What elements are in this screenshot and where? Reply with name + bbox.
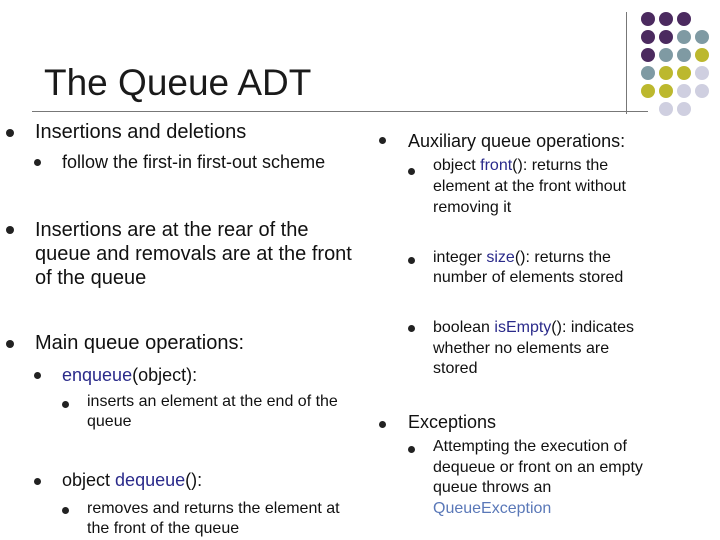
- size-line-1: [433, 248, 611, 268]
- isempty-suffix: (): indicates: [551, 319, 634, 336]
- exceptions-line-3: queue throws an: [433, 479, 552, 496]
- bullet-icon: [34, 372, 41, 379]
- dequeue-desc-line-2: the front of the queue: [87, 520, 240, 537]
- bullet-icon: [408, 257, 415, 264]
- isempty-method-name: isEmpty: [494, 319, 552, 336]
- queue-exception-name: QueueException: [433, 500, 552, 517]
- isempty-line-3: stored: [433, 360, 478, 377]
- title-vertical-rule: [626, 12, 627, 114]
- bullet-icon: [62, 401, 69, 408]
- enqueue-desc-line-1: inserts an element at the end of the: [87, 393, 338, 410]
- rear-front-line-3: of the queue: [35, 267, 147, 289]
- enqueue-args: (object):: [132, 365, 198, 385]
- bullet-icon: [6, 129, 14, 137]
- bullet-icon: [62, 507, 69, 514]
- decorative-dot: [641, 12, 655, 26]
- decorative-dot: [659, 30, 673, 44]
- decorative-dot: [659, 66, 673, 80]
- exceptions-title: Exceptions: [408, 412, 497, 432]
- size-line-2: number of elements stored: [433, 269, 624, 286]
- exceptions-line-1: Attempting the execution of: [433, 438, 627, 455]
- dequeue-desc-line-1: removes and returns the element at: [87, 500, 340, 517]
- decorative-dot: [659, 12, 673, 26]
- dequeue-prefix: object: [62, 470, 116, 490]
- bullet-icon: [34, 159, 41, 166]
- front-line-3: removing it: [433, 199, 512, 216]
- decorative-dot: [677, 84, 691, 98]
- decorative-dot: [677, 12, 691, 26]
- isempty-line-2: whether no elements are: [433, 340, 610, 357]
- isempty-line-1: [433, 318, 634, 338]
- bullet-icon: [6, 226, 14, 234]
- enqueue-desc-line-2: queue: [87, 413, 132, 430]
- bullet-icon: [408, 446, 415, 453]
- front-line-2: element at the front without: [433, 178, 626, 195]
- bullet-icon: [408, 325, 415, 332]
- decorative-dot: [641, 48, 655, 62]
- bullet-icon: [34, 478, 41, 485]
- decorative-dot: [695, 66, 709, 80]
- decorative-dot: [677, 30, 691, 44]
- bullet-icon: [408, 168, 415, 175]
- decorative-dot: [659, 102, 673, 116]
- decorative-dot: [695, 30, 709, 44]
- isempty-prefix: boolean: [433, 319, 495, 336]
- decorative-dot: [641, 84, 655, 98]
- front-line-1: [433, 156, 608, 176]
- dequeue-suffix: ():: [185, 470, 203, 490]
- enqueue-signature: [62, 364, 197, 386]
- exceptions-line-2: dequeue or front on an empty: [433, 459, 643, 476]
- slide-title: The Queue ADT: [44, 62, 312, 103]
- decorative-dot: [677, 66, 691, 80]
- decorative-dot: [659, 48, 673, 62]
- bullet-fifo-title: Insertions and deletions: [35, 121, 247, 143]
- size-suffix: (): returns the: [514, 249, 611, 266]
- decorative-dot: [659, 84, 673, 98]
- rear-front-line-2: queue and removals are at the front: [35, 243, 352, 265]
- decorative-dot: [641, 66, 655, 80]
- dequeue-method-name: dequeue: [115, 470, 186, 490]
- enqueue-method-name: enqueue: [62, 365, 133, 385]
- front-method-name: front: [480, 157, 513, 174]
- size-prefix: integer: [433, 249, 487, 266]
- front-suffix: (): returns the: [512, 157, 609, 174]
- decorative-dot: [641, 30, 655, 44]
- decorative-dot: [677, 48, 691, 62]
- decorative-dot: [677, 102, 691, 116]
- decorative-dot: [695, 84, 709, 98]
- main-ops-title: Main queue operations:: [35, 332, 245, 354]
- dequeue-signature: [62, 469, 202, 491]
- aux-ops-title: Auxiliary queue operations:: [408, 131, 626, 151]
- decorative-dot: [695, 48, 709, 62]
- rear-front-line-1: Insertions are at the rear of the: [35, 219, 309, 241]
- front-prefix: object: [433, 157, 481, 174]
- size-method-name: size: [486, 249, 515, 266]
- bullet-fifo-detail: follow the first-in first-out scheme: [62, 152, 326, 172]
- bullet-icon: [379, 137, 386, 144]
- title-underline: [32, 111, 648, 112]
- bullet-icon: [6, 340, 14, 348]
- bullet-icon: [379, 421, 386, 428]
